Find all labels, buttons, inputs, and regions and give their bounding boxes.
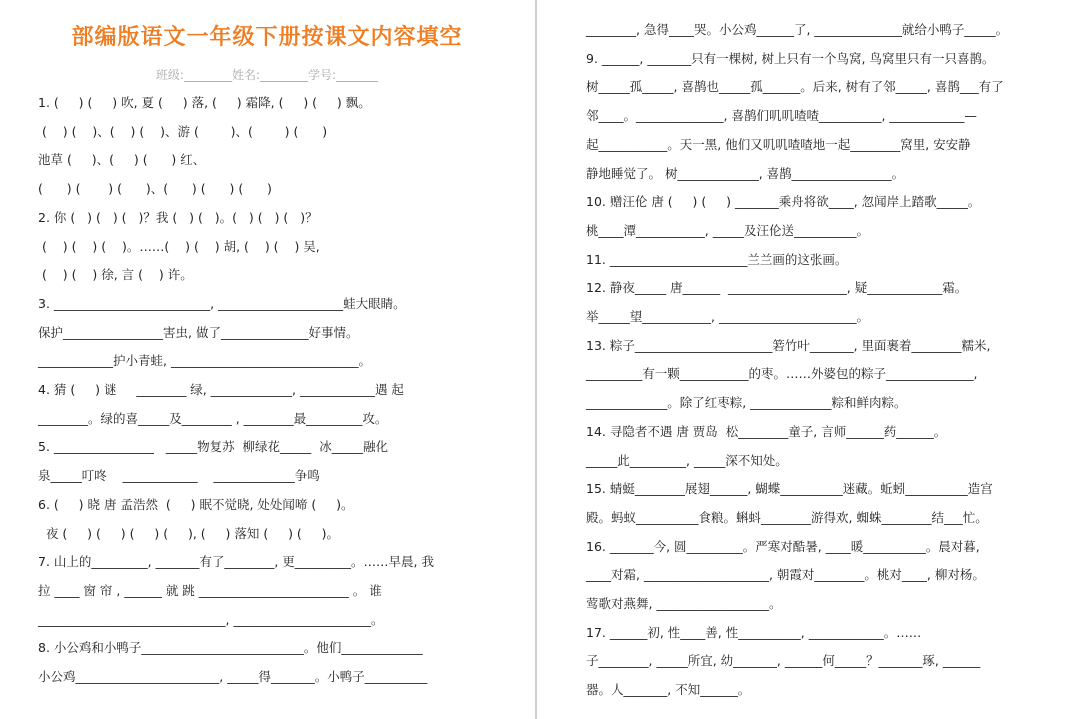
exercise-line: 殿。蚂蚁__________食粮。蝌蚪________游得欢, 蜘蛛________结___忙。 [586,509,988,525]
exercise-line: 池草 ( )、( ) ( ) 红、 [38,152,206,168]
exercise-line: ____对霜, ____________________, 朝霞对________。桃对____, 柳对杨。 [586,567,985,583]
exercise-line: 桃____潭___________, _____及汪伦送__________。 [586,222,869,238]
exercise-line: ______________________________, ______________________。 [38,611,384,627]
exercise-line: 9. ______, _______只有一棵树, 树上只有一个鸟窝, 鸟窝里只有一只喜鹊。 [586,50,995,66]
exercise-line: 5. ________________ _____物复苏 柳绿花_____ 冰_____融化 [38,439,388,455]
page-divider [535,0,537,719]
exercise-line: 17. ______初, 性____善, 性__________, ____________。…… [586,624,922,640]
exercise-line: 6. ( ) 晓 唐 孟浩然 ( ) 眠不觉晓, 处处闻啼 ( )。 [38,496,354,512]
exercise-line: 拉 ____ 窗 帘 , ______ 就 跳 ________________________ 。 谁 [38,582,382,598]
exercise-line: ( ) ( ) 徐, 言 ( ) 许。 [38,267,193,283]
exercise-line: 保护________________害虫, 做了______________好事情。 [38,324,359,340]
exercise-line: _____此_________, _____深不知处。 [586,452,788,468]
left-page [0,0,534,719]
exercise-line: 小公鸡_______________________, _____得_______。小鸭子__________ [38,669,428,684]
exercise-line: 10. 赠汪伦 唐 ( ) ( ) _______乘舟将欲____, 忽闻岸上踏歌_____。 [586,194,981,210]
exercise-line: 2. 你 ( ) ( ) ( )？我 ( ) ( )。( ) ( ) ( )？ [38,209,318,225]
exercise-line: ( ) ( ) ( )、( ) ( ) ( ) [38,181,272,197]
exercise-line: 12. 静夜_____ 唐______ ___________________, 疑____________霜。 [586,280,968,296]
exercise-line: ____________护小青蛙, ______________________________。 [38,353,371,369]
exercise-line: 静地睡觉了。 树_____________, 喜鹊________________。 [586,165,905,181]
exercise-line: 夜 ( ) ( ) ( ) ( ), ( ) 落知 ( ) ( )。 [38,525,340,541]
exercise-line: 邻____。______________, 喜鹊们叽叽喳喳__________, ____________— [586,108,977,124]
exercise-line: 1. ( ) ( ) 吹, 夏 ( ) 落, ( ) 霜降, ( ) ( ) 飘。 [38,95,371,110]
exercise-line: 11. ______________________兰兰画的这张画。 [586,251,848,267]
exercise-line: 16. _______今, 圆_________。严寒对酷暑, ____暖__________。晨对暮, [586,538,980,554]
exercise-line: _____________。除了红枣粽, _____________粽和鲜肉粽。 [586,395,907,411]
worksheet-title: 部编版语文一年级下册按课文内容填空 [71,24,463,50]
exercise-line: 树_____孤_____, 喜鹊也_____孤______。后来, 树有了邻_____, 喜鹊___有了 [586,79,1004,95]
exercise-line: 子________, _____所宜, 幼_______, ______何_____？_______琢, ______ [586,653,981,669]
exercise-line: 7. 山上的_________, _______有了________, 更_________。……早晨, 我 [38,554,434,570]
exercise-line: ________, 急得____哭。小公鸡______了, ______________就给小鸭子_____。 [586,22,1009,37]
exercise-line: 器。人_______, 不知______。 [586,682,751,698]
exercise-line: 莺歌对燕舞, __________________。 [586,596,782,611]
exercise-line: ( ) ( ) ( )。……( ) ( ) 胡, ( ) ( ) 吴, [38,238,320,254]
exercise-line: 3. _________________________, ____________________蛙大眼睛。 [38,295,406,311]
exercise-line: 4. 猜 ( ) 谜 ________ 绿, _____________, ____________遇 起 [38,382,404,397]
exercise-line: _________有一颗___________的枣。……外婆包的粽子______________, [586,366,978,382]
exercise-line: ( ) ( )、( ) ( )、游 ( )、( ) ( ) [38,123,328,139]
exercise-line: 13. 粽子______________________箬竹叶_______, 里面裹着________糯米, [586,337,991,353]
exercise-line: 起___________。天一黑, 他们又叽叽喳喳地一起________窝里, 安安静 [586,136,971,152]
student-info-line: 班级:________姓名:________学号:_______ [155,68,379,82]
exercise-line: 泉_____叮咚 ____________ _____________争鸣 [38,468,320,484]
exercise-line: 15. 蜻蜓________展翅______, 蝴蝶__________迷藏。蚯蚓__________造宫 [586,481,993,497]
exercise-line: ________。绿的喜_____及________ , ________最_________攻。 [38,410,388,426]
exercise-line: 举_____望___________, ______________________。 [586,309,869,324]
right-page [538,0,1071,719]
exercise-line: 8. 小公鸡和小鸭子__________________________。他们_____________ [38,640,423,656]
exercise-line: 14. 寻隐者不遇 唐 贾岛 松________童子, 言师______药______。 [586,423,947,439]
